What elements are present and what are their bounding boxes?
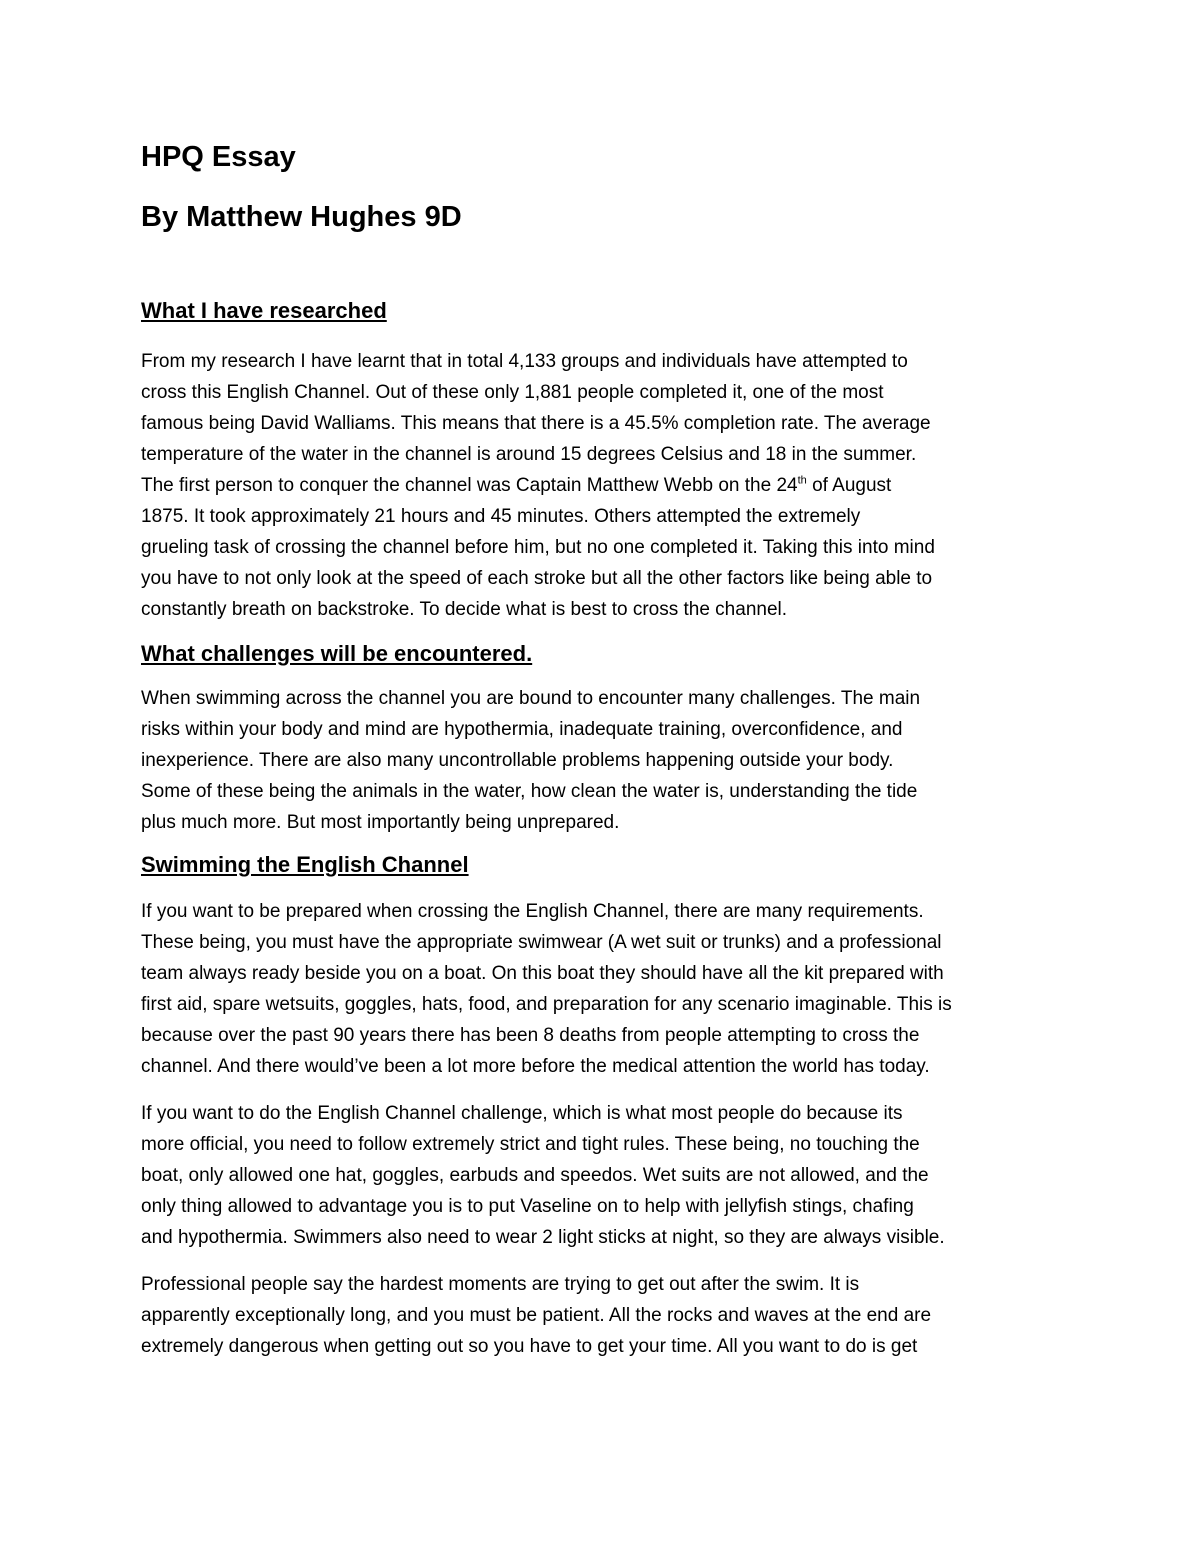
text-line: Professional people say the hardest moments are trying to get out after the swim. It is: [141, 1274, 860, 1295]
text-line: channel. And there would’ve been a lot more before the medical attention the world has today.: [141, 1056, 930, 1077]
section-heading-swimming: Swimming the English Channel: [141, 852, 469, 877]
essay-page: [141, 140, 1071, 1362]
text-segment: of August: [806, 475, 892, 496]
essay-title: HPQ Essay: [141, 141, 296, 173]
text-line: risks within your body and mind are hypothermia, inadequate training, overconfidence, and: [141, 719, 903, 740]
text-line: team always ready beside you on a boat. On this boat they should have all the kit prepared with: [141, 963, 944, 984]
text-line: apparently exceptionally long, and you must be patient. All the rocks and waves at the end are: [141, 1305, 932, 1326]
text-line: and hypothermia. Swimmers also need to wear 2 light sticks at night, so they are always visible.: [141, 1227, 945, 1248]
text-line: because over the past 90 years there has been 8 deaths from people attempting to cross the: [141, 1025, 920, 1046]
text-line: [141, 470, 1071, 501]
paragraph-hardest-moments: [141, 1269, 1071, 1362]
paragraph-preparation: [141, 896, 1071, 1082]
text-line: grueling task of crossing the channel before him, but no one completed it. Taking this into mind: [141, 537, 935, 558]
paragraph-challenges: [141, 683, 1071, 838]
text-line: When swimming across the channel you are bound to encounter many challenges. The main: [141, 688, 921, 709]
text-line: famous being David Walliams. This means that there is a 45.5% completion rate. The average: [141, 413, 931, 434]
text-line: temperature of the water in the channel is around 15 degrees Celsius and 18 in the summer.: [141, 444, 917, 465]
text-line: Some of these being the animals in the water, how clean the water is, understanding the tide: [141, 781, 918, 802]
text-line: more official, you need to follow extremely strict and tight rules. These being, no touching the: [141, 1134, 920, 1155]
text-line: only thing allowed to advantage you is to put Vaseline on to help with jellyfish stings, chafing: [141, 1196, 914, 1217]
essay-author: By Matthew Hughes 9D: [141, 201, 462, 233]
text-line: cross this English Channel. Out of these only 1,881 people completed it, one of the most: [141, 382, 884, 403]
text-line: you have to not only look at the speed of each stroke but all the other factors like being able to: [141, 568, 933, 589]
text-line: plus much more. But most importantly being unprepared.: [141, 812, 620, 833]
text-line: inexperience. There are also many uncontrollable problems happening outside your body.: [141, 750, 894, 771]
section-heading-challenges: What challenges will be encountered.: [141, 641, 533, 666]
text-line: From my research I have learnt that in total 4,133 groups and individuals have attempted to: [141, 351, 908, 372]
text-line: If you want to do the English Channel challenge, which is what most people do because its: [141, 1103, 903, 1124]
paragraph-research: [141, 346, 1071, 625]
text-line: first aid, spare wetsuits, goggles, hats, food, and preparation for any scenario imaginable. This is: [141, 994, 952, 1015]
text-line: constantly breath on backstroke. To decide what is best to cross the channel.: [141, 599, 788, 620]
text-line: These being, you must have the appropriate swimwear (A wet suit or trunks) and a professional: [141, 932, 942, 953]
text-line: If you want to be prepared when crossing the English Channel, there are many requirements.: [141, 901, 924, 922]
section-heading-research: What I have researched: [141, 298, 387, 323]
ordinal-superscript: th: [797, 474, 807, 487]
text-line: 1875. It took approximately 21 hours and 45 minutes. Others attempted the extremely: [141, 506, 861, 527]
paragraph-rules: [141, 1098, 1071, 1253]
text-line: extremely dangerous when getting out so you have to get your time. All you want to do is get: [141, 1336, 918, 1357]
text-segment: The first person to conquer the channel was Captain Matthew Webb on the 24: [141, 475, 798, 496]
text-line: boat, only allowed one hat, goggles, earbuds and speedos. Wet suits are not allowed, and the: [141, 1165, 929, 1186]
